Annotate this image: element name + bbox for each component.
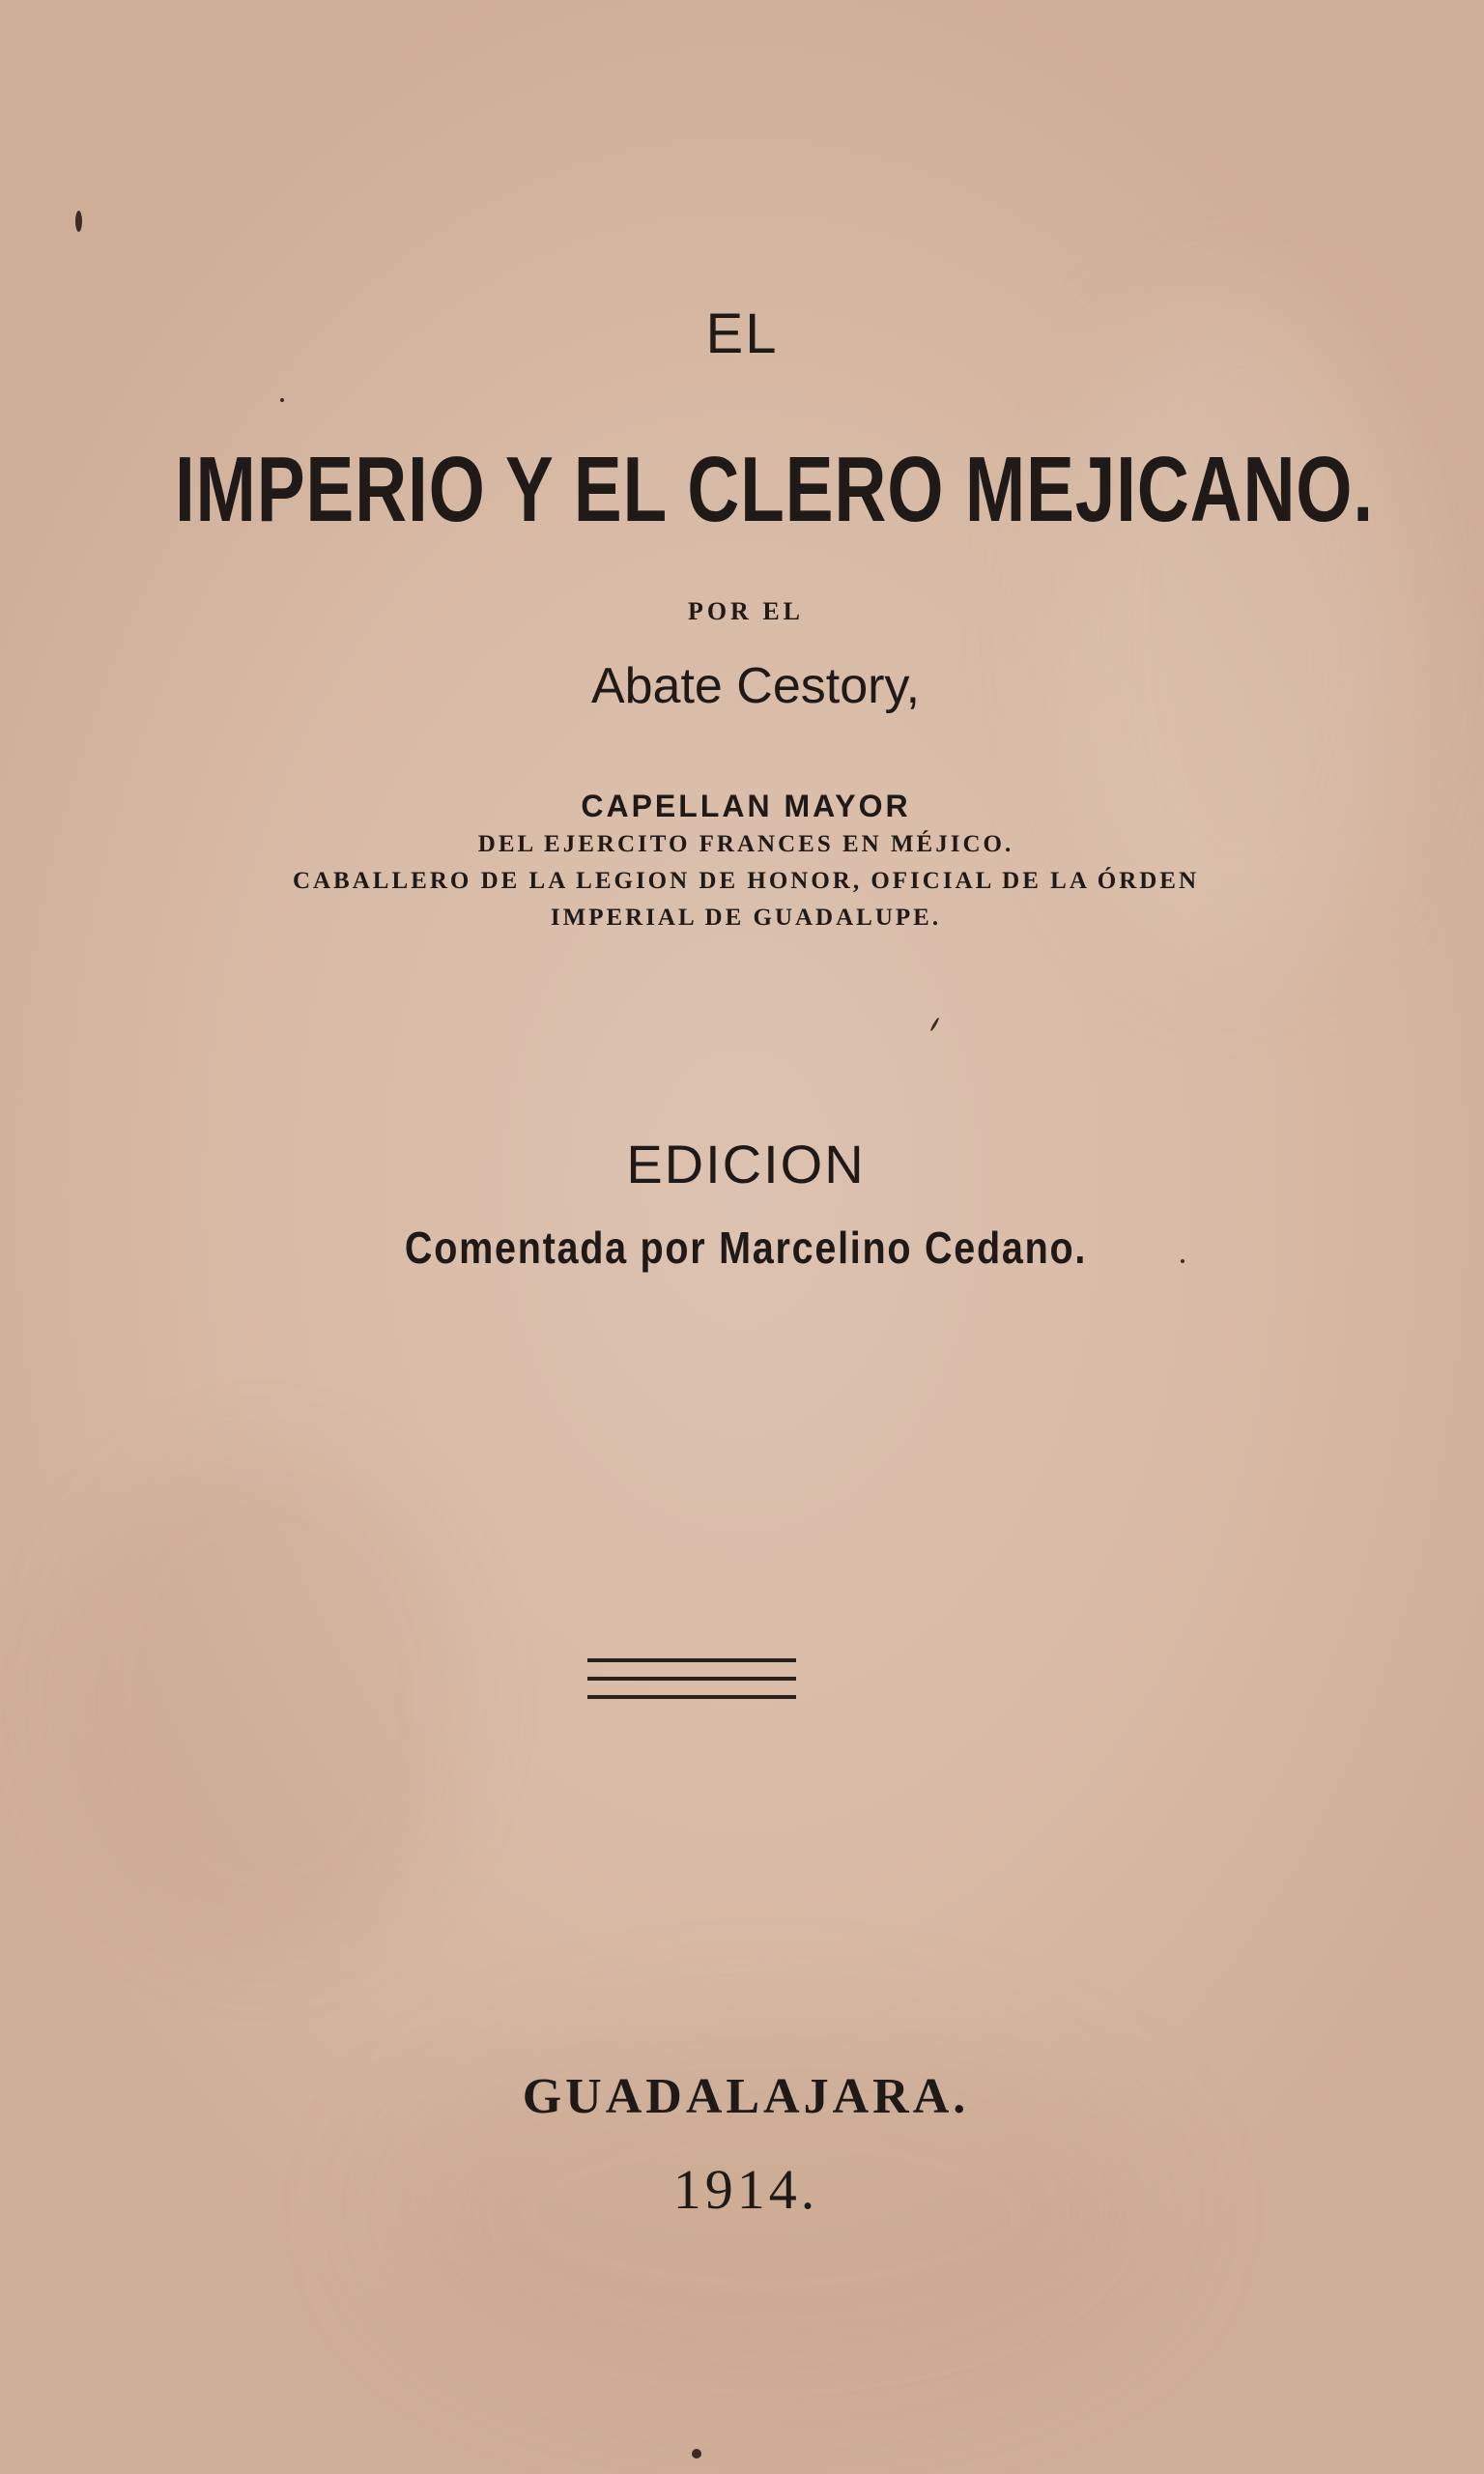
author-credential: CABALLERO DE LA LEGION DE HONOR, OFICIAL DE LA ÓRDEN	[292, 868, 1200, 894]
paper-stain	[58, 1450, 464, 1952]
paper-speck	[75, 211, 82, 232]
ornamental-rules	[587, 1653, 796, 1711]
byline-prefix: POR EL	[687, 597, 805, 625]
publication-year: 1914.	[672, 2158, 819, 2221]
book-title: IMPERIO Y EL CLERO MEJICANO.	[174, 438, 1374, 541]
publication-place: GUADALAJARA.	[522, 2069, 970, 2124]
author-credential: DEL EJERCITO FRANCES EN MÉJICO.	[477, 831, 1014, 857]
rule-line	[587, 1658, 796, 1662]
rule-line	[587, 1695, 796, 1699]
paper-speck	[929, 1017, 940, 1031]
author-credential: CAPELLAN MAYOR	[581, 789, 911, 823]
paper-speck	[692, 2449, 701, 2459]
title-article: EL	[705, 302, 779, 365]
edition-label: EDICION	[626, 1134, 866, 1194]
paper-speck	[280, 398, 284, 402]
author-credential: IMPERIAL DE GUADALUPE.	[550, 905, 942, 931]
author-name: Abate Cestory,	[590, 658, 921, 714]
edition-note: Comentada por Marcelino Cedano.	[404, 1223, 1088, 1273]
paper-stain	[1063, 290, 1411, 966]
rule-line	[587, 1677, 796, 1681]
